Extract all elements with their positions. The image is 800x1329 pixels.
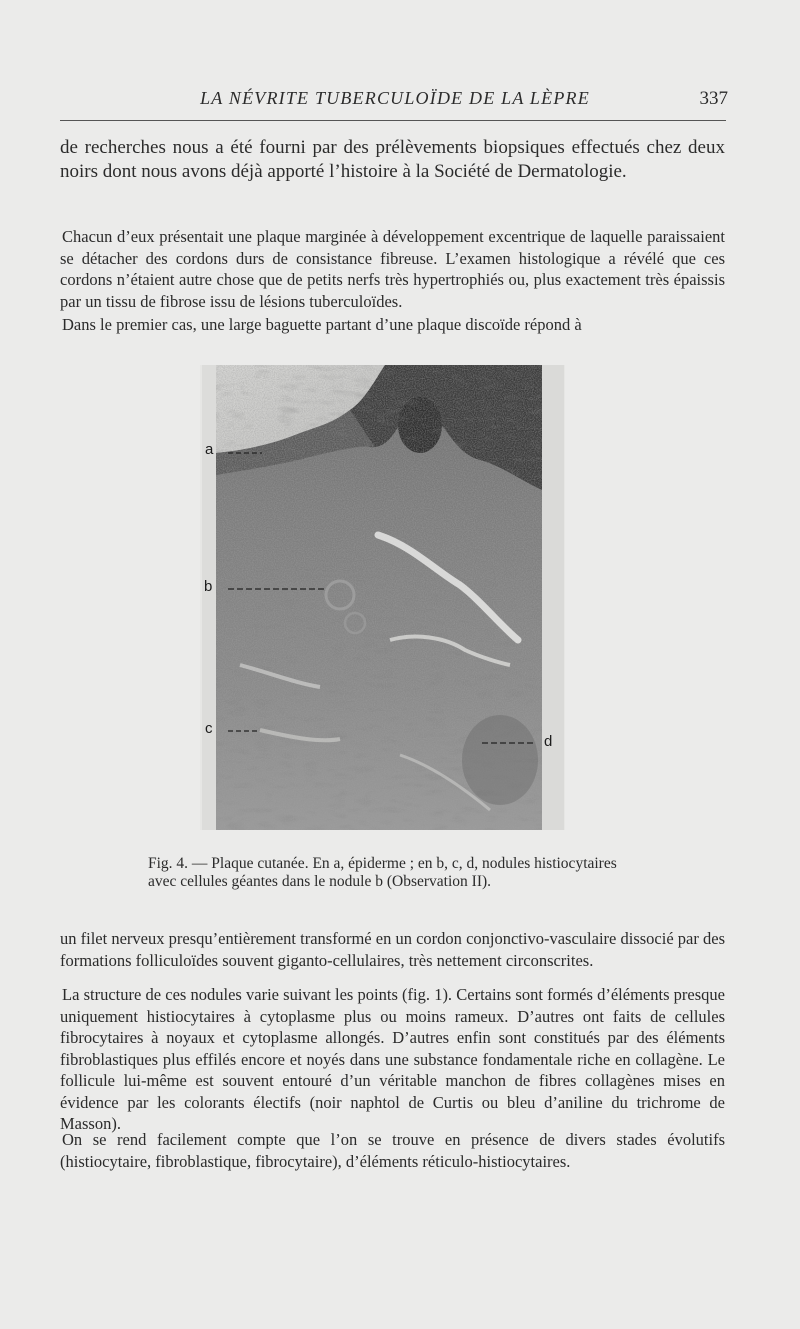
figure-label-a: a <box>205 441 214 458</box>
figure-label-b: b <box>204 578 213 595</box>
paragraph-stades-evolutifs: On se rend facilement compte que l’on se trouve en présence de divers stades évolutifs (histiocytaire, fibroblastique, fibrocytaire), d’éléments réticulo-histiocytaires. <box>60 1130 725 1171</box>
running-head <box>60 86 730 112</box>
micrograph-image <box>200 365 565 830</box>
running-title: LA NÉVRITE TUBERCULOÏDE DE LA LÈPRE <box>200 88 590 108</box>
paragraph-premier-cas: Dans le premier cas, une large baguette partant d’une plaque discoïde répond à <box>62 315 582 334</box>
paragraph-continuation: de recherches nous a été fourni par des prélèvements biopsiques effectués chez deux noirs dont nous avons déjà apporté l’histoire à la Société de Dermatologie. <box>60 137 725 182</box>
page-number: 337 <box>699 88 728 109</box>
paragraph-filet-nerveux: un filet nerveux presqu’entièrement transformé en un cordon conjonctivo-vasculaire dissocié par des formations folliculoïdes souvent giganto-cellulaires, très nettement circonscrites. <box>60 929 725 970</box>
micrograph-figure <box>200 365 565 830</box>
figure-caption-line-1: Fig. 4. — Plaque cutanée. En a, épiderme ; en b, c, d, nodules histiocytaires <box>148 855 617 872</box>
figure-caption <box>148 855 708 891</box>
figure-label-c: c <box>205 720 213 737</box>
paragraph-structure-nodules: La structure de ces nodules varie suivant les points (fig. 1). Certains sont formés d’éléments presque uniquement histiocytaires à cytoplasme plus ou moins rameux. D’autres ont faits de cellules fibrocytaires à noyaux et cytoplasme allongés. D’autres enfin sont constitués par des éléments fibroblastiques plus effilés encore et noyés dans une substance fondamentale riche en collagène. Le follicule lui-même est souvent entouré d’un véritable manchon de fibres collagènes mises en évidence par les colorants électifs (noir naphtol de Curtis ou bleu d’aniline du trichrome de Masson). <box>60 985 725 1133</box>
header-rule <box>60 120 726 121</box>
figure-caption-line-2: avec cellules géantes dans le nodule b (Observation II). <box>148 873 492 890</box>
figure-label-d: d <box>544 733 553 750</box>
paragraph-plaque: Chacun d’eux présentait une plaque marginée à développement excentrique de laquelle paraissaient se détacher des cordons durs de consistance fibreuse. L’examen histologique a révélé que ces cordons n’étaient autre chose que de petits nerfs très hypertrophiés ou, plus exactement très épaissis par un tissu de fibrose issu de lésions tuberculoïdes. <box>60 227 725 311</box>
